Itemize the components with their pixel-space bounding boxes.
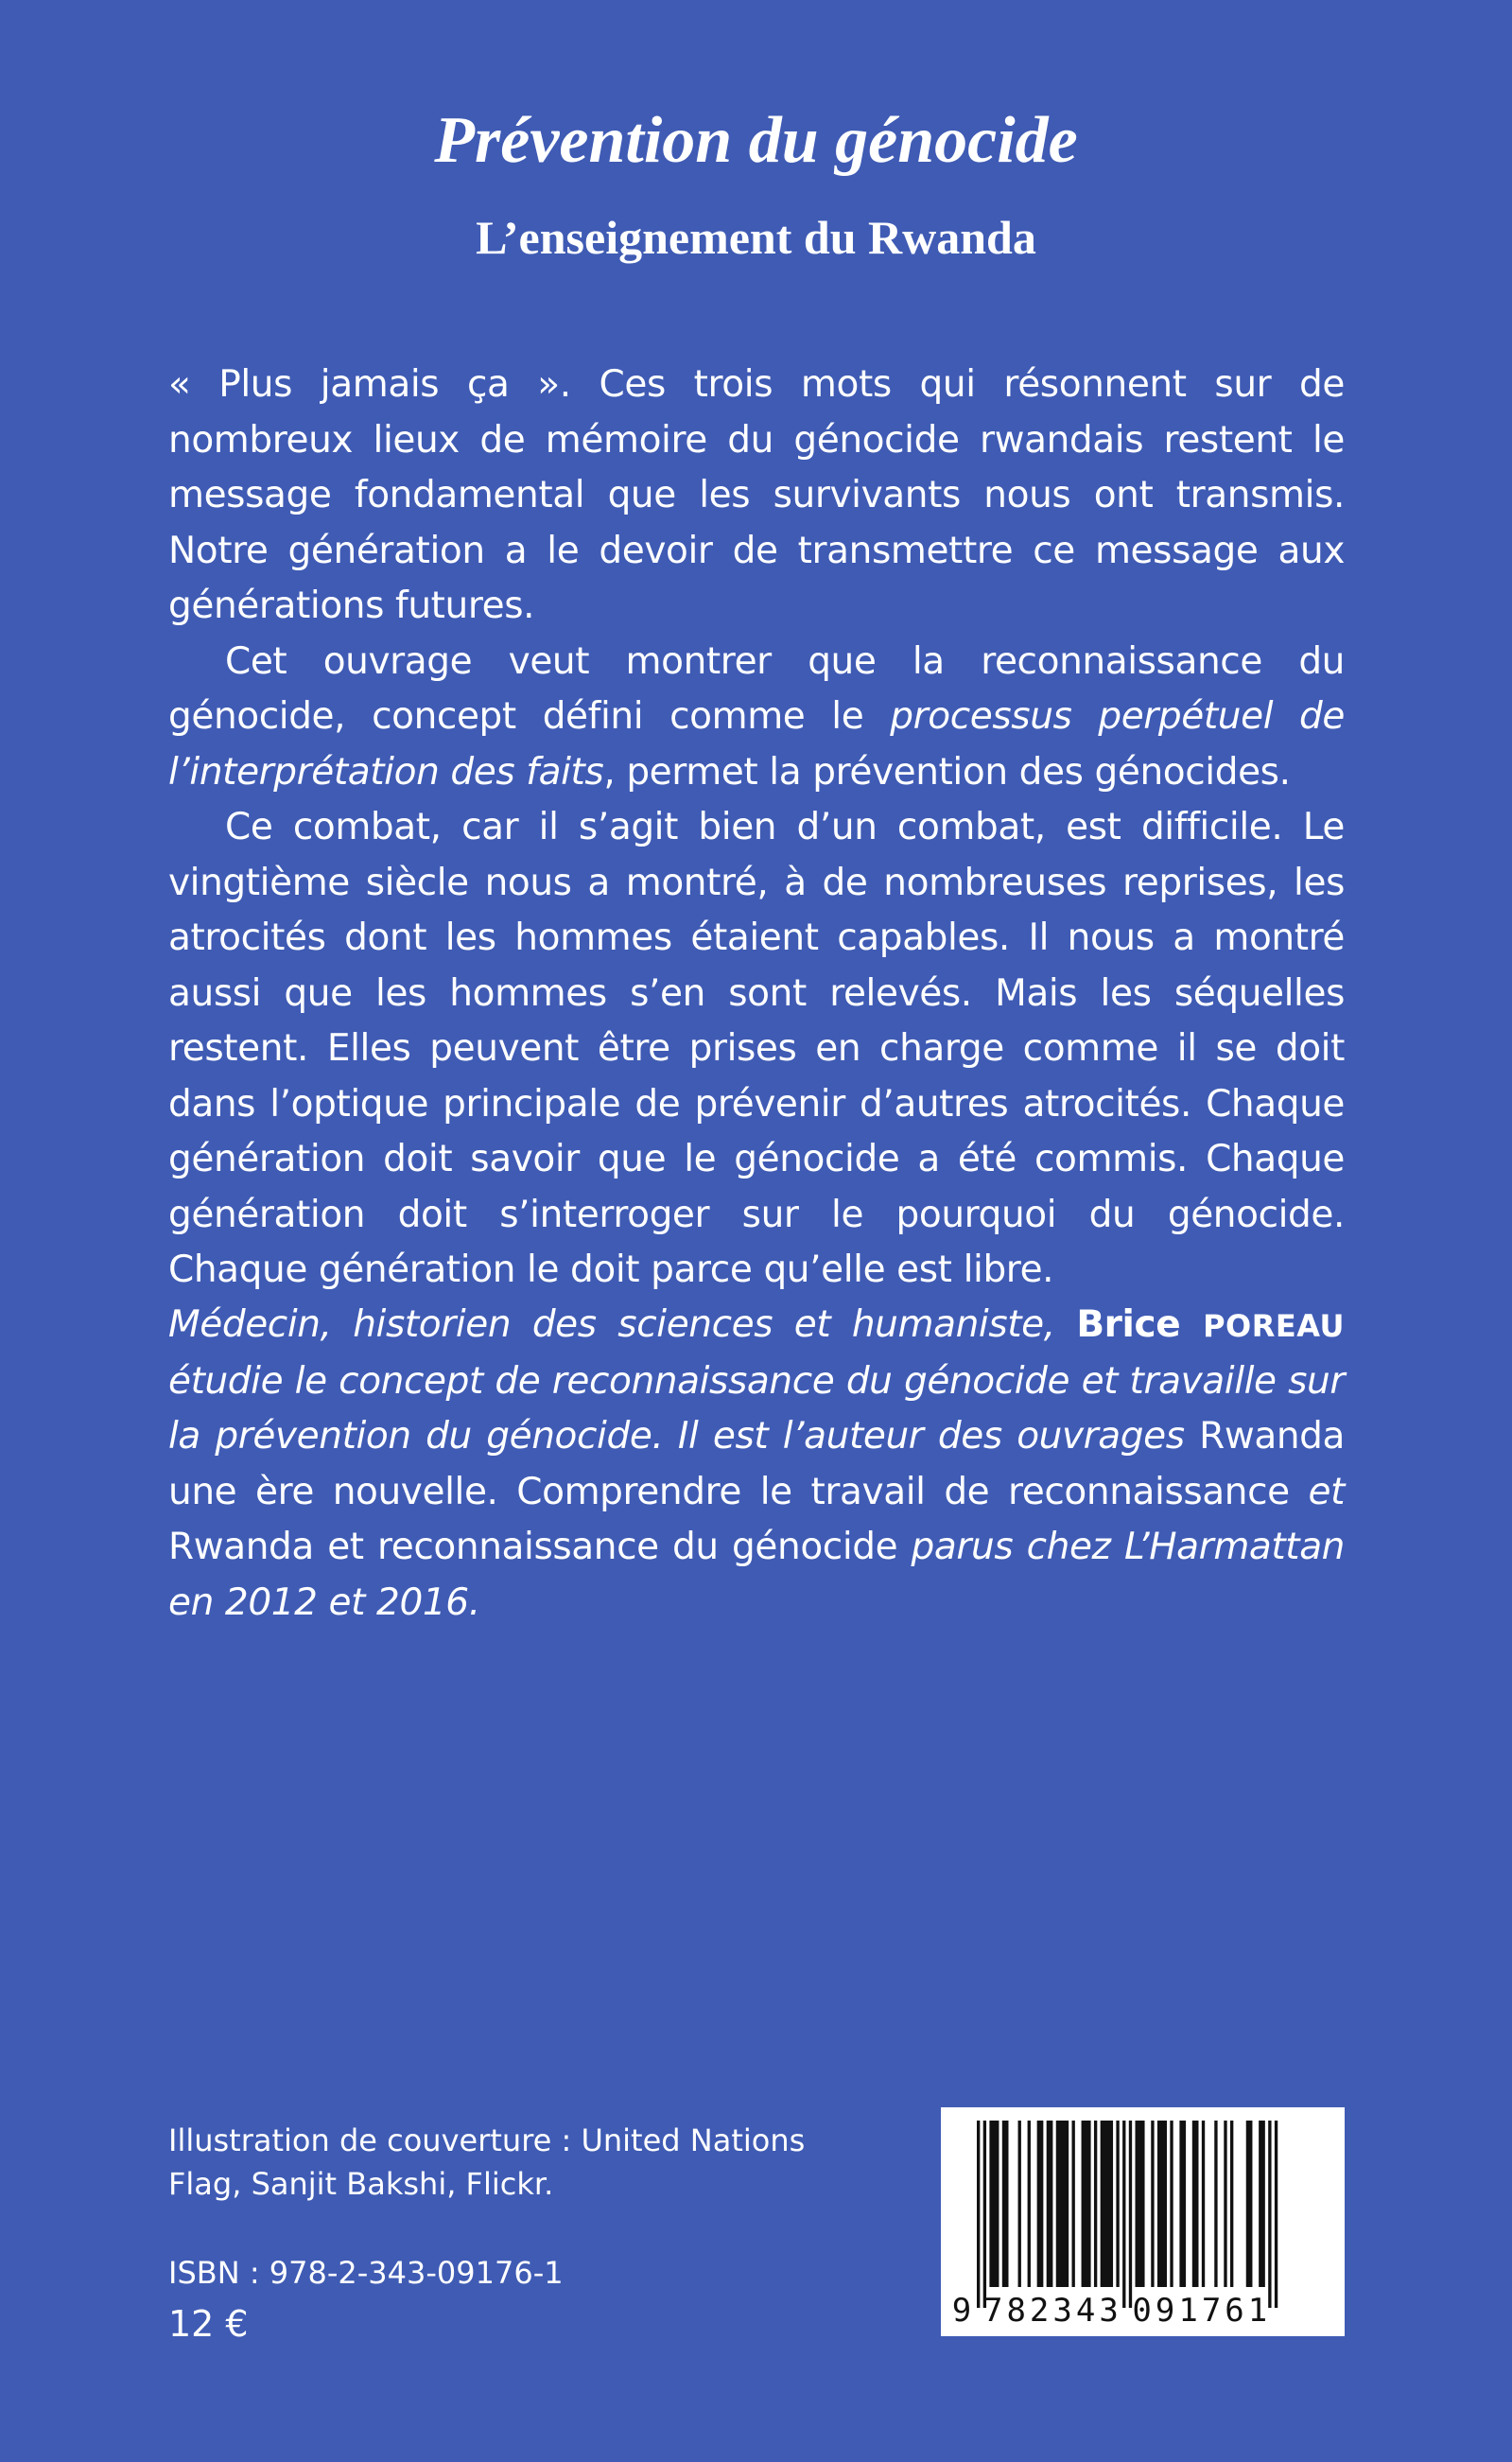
barcode-guard-bar	[977, 2121, 980, 2308]
credit-line-1: Illustration de couverture : United Nations	[168, 2122, 806, 2158]
blurb-paragraph-2-start: Cet ouvrage veut montrer que la reconnaissance du génocide, concept défini comme le	[168, 639, 1345, 738]
barcode-bar	[1157, 2121, 1167, 2287]
barcode-bar	[1047, 2121, 1053, 2287]
barcode-bar	[1151, 2121, 1154, 2287]
author-bio-and: et	[1289, 1470, 1346, 1513]
author-bio-intro: Médecin, historien des sciences et humaniste,	[168, 1303, 1077, 1346]
barcode-bar	[1094, 2121, 1097, 2287]
blurb-paragraph-3: Ce combat, car il s’agit bien d’un combat, est difficile. Le vingtième siècle nous a montré, à de nombreuses reprises, les atrocités dont les hommes étaient capables. Il nous a montré aussi que les hommes s’en sont relevés. Mais les séquelles restent. Elles peuvent être prises en charge comme il se doit dans l’optique principale de prévenir d’autres atrocités. Chaque génération doit savoir que le génocide a été commis. Chaque génération doit s’interroger sur le pourquoi du génocide. Chaque génération le doit parce qu’elle est libre.	[168, 806, 1345, 1291]
barcode-bar	[1101, 2121, 1113, 2287]
price: 12 €	[168, 2303, 249, 2345]
blurb	[168, 358, 1345, 1299]
author-bio-part2: étudie le concept de reconnaissance du génocide et travaille sur la prévention du génocide. Il est l’auteur des ouvrages	[168, 1359, 1345, 1458]
author-first-name: Brice	[1076, 1303, 1181, 1346]
barcode-bar	[1056, 2121, 1069, 2287]
author-book-2: Rwanda et reconnaissance du génocide	[168, 1526, 898, 1568]
barcode-bar	[1246, 2121, 1253, 2287]
barcode-digits-right: 091761	[1132, 2292, 1272, 2330]
author-name	[1076, 1303, 1345, 1346]
barcode-guard-bar	[1122, 2121, 1125, 2308]
barcode-bar	[1259, 2121, 1265, 2287]
blurb-paragraph-2	[168, 635, 1345, 801]
author-bio	[168, 1298, 1345, 1631]
barcode-digits-left: 782343	[982, 2292, 1122, 2330]
book-subtitle: L’enseignement du Rwanda	[476, 211, 1036, 264]
cover-illustration-credit	[168, 2119, 830, 2206]
barcode-bar	[1037, 2121, 1044, 2287]
barcode-bar	[1170, 2121, 1173, 2287]
barcode-bar	[1116, 2121, 1119, 2287]
barcode-digit-first: 9	[951, 2292, 972, 2330]
blurb-paragraph-1: « Plus jamais ça ». Ces trois mots qui résonnent sur de nombreux lieux de mémoire du génocide rwandais restent le message fondamental que les survivants nous ont transmis. Notre génération a le devoir de transmettre ce message aux générations futures.	[168, 363, 1345, 627]
barcode-bar	[989, 2121, 999, 2287]
author-book-1: Rwanda une ère nouvelle. Comprendre le travail de reconnaissance	[168, 1415, 1345, 1513]
barcode-bar	[1002, 2121, 1009, 2287]
barcode-bar	[1202, 2121, 1205, 2287]
barcode-bar	[1136, 2121, 1145, 2287]
barcode	[941, 2107, 1345, 2336]
blurb-paragraph-2-italic: processus perpétuel de l’interprétation des faits	[168, 695, 1345, 794]
book-title: Prévention du génocide	[434, 104, 1078, 177]
barcode-guard-bar	[983, 2121, 986, 2308]
blurb-paragraph-2-end: , permet la prévention des génocides.	[603, 750, 1291, 794]
author-bio-text	[168, 1298, 1345, 1631]
barcode-bar	[1018, 2121, 1021, 2287]
author-last-name: POREAU	[1203, 1308, 1345, 1344]
barcode-graphic	[941, 2107, 1345, 2336]
barcode-bar	[1082, 2121, 1091, 2287]
barcode-guard-bar	[1268, 2121, 1271, 2308]
barcode-guard-bar	[1275, 2121, 1277, 2308]
barcode-bar	[1192, 2121, 1199, 2287]
barcode-bar	[1179, 2121, 1186, 2287]
author-bio-outro: parus chez L’Harmattan en 2012 et 2016.	[168, 1526, 1346, 1624]
barcode-bar	[1072, 2121, 1075, 2287]
barcode-bar	[1230, 2121, 1233, 2287]
barcode-guard-bar	[1129, 2121, 1132, 2308]
isbn: ISBN : 978-2-343-09176-1	[168, 2255, 564, 2291]
barcode-bar	[1224, 2121, 1226, 2287]
barcode-bar	[1214, 2121, 1217, 2287]
credit-line-2: Flag, Sanjit Bakshi, Flickr.	[168, 2166, 554, 2202]
barcode-bar	[1028, 2121, 1031, 2287]
